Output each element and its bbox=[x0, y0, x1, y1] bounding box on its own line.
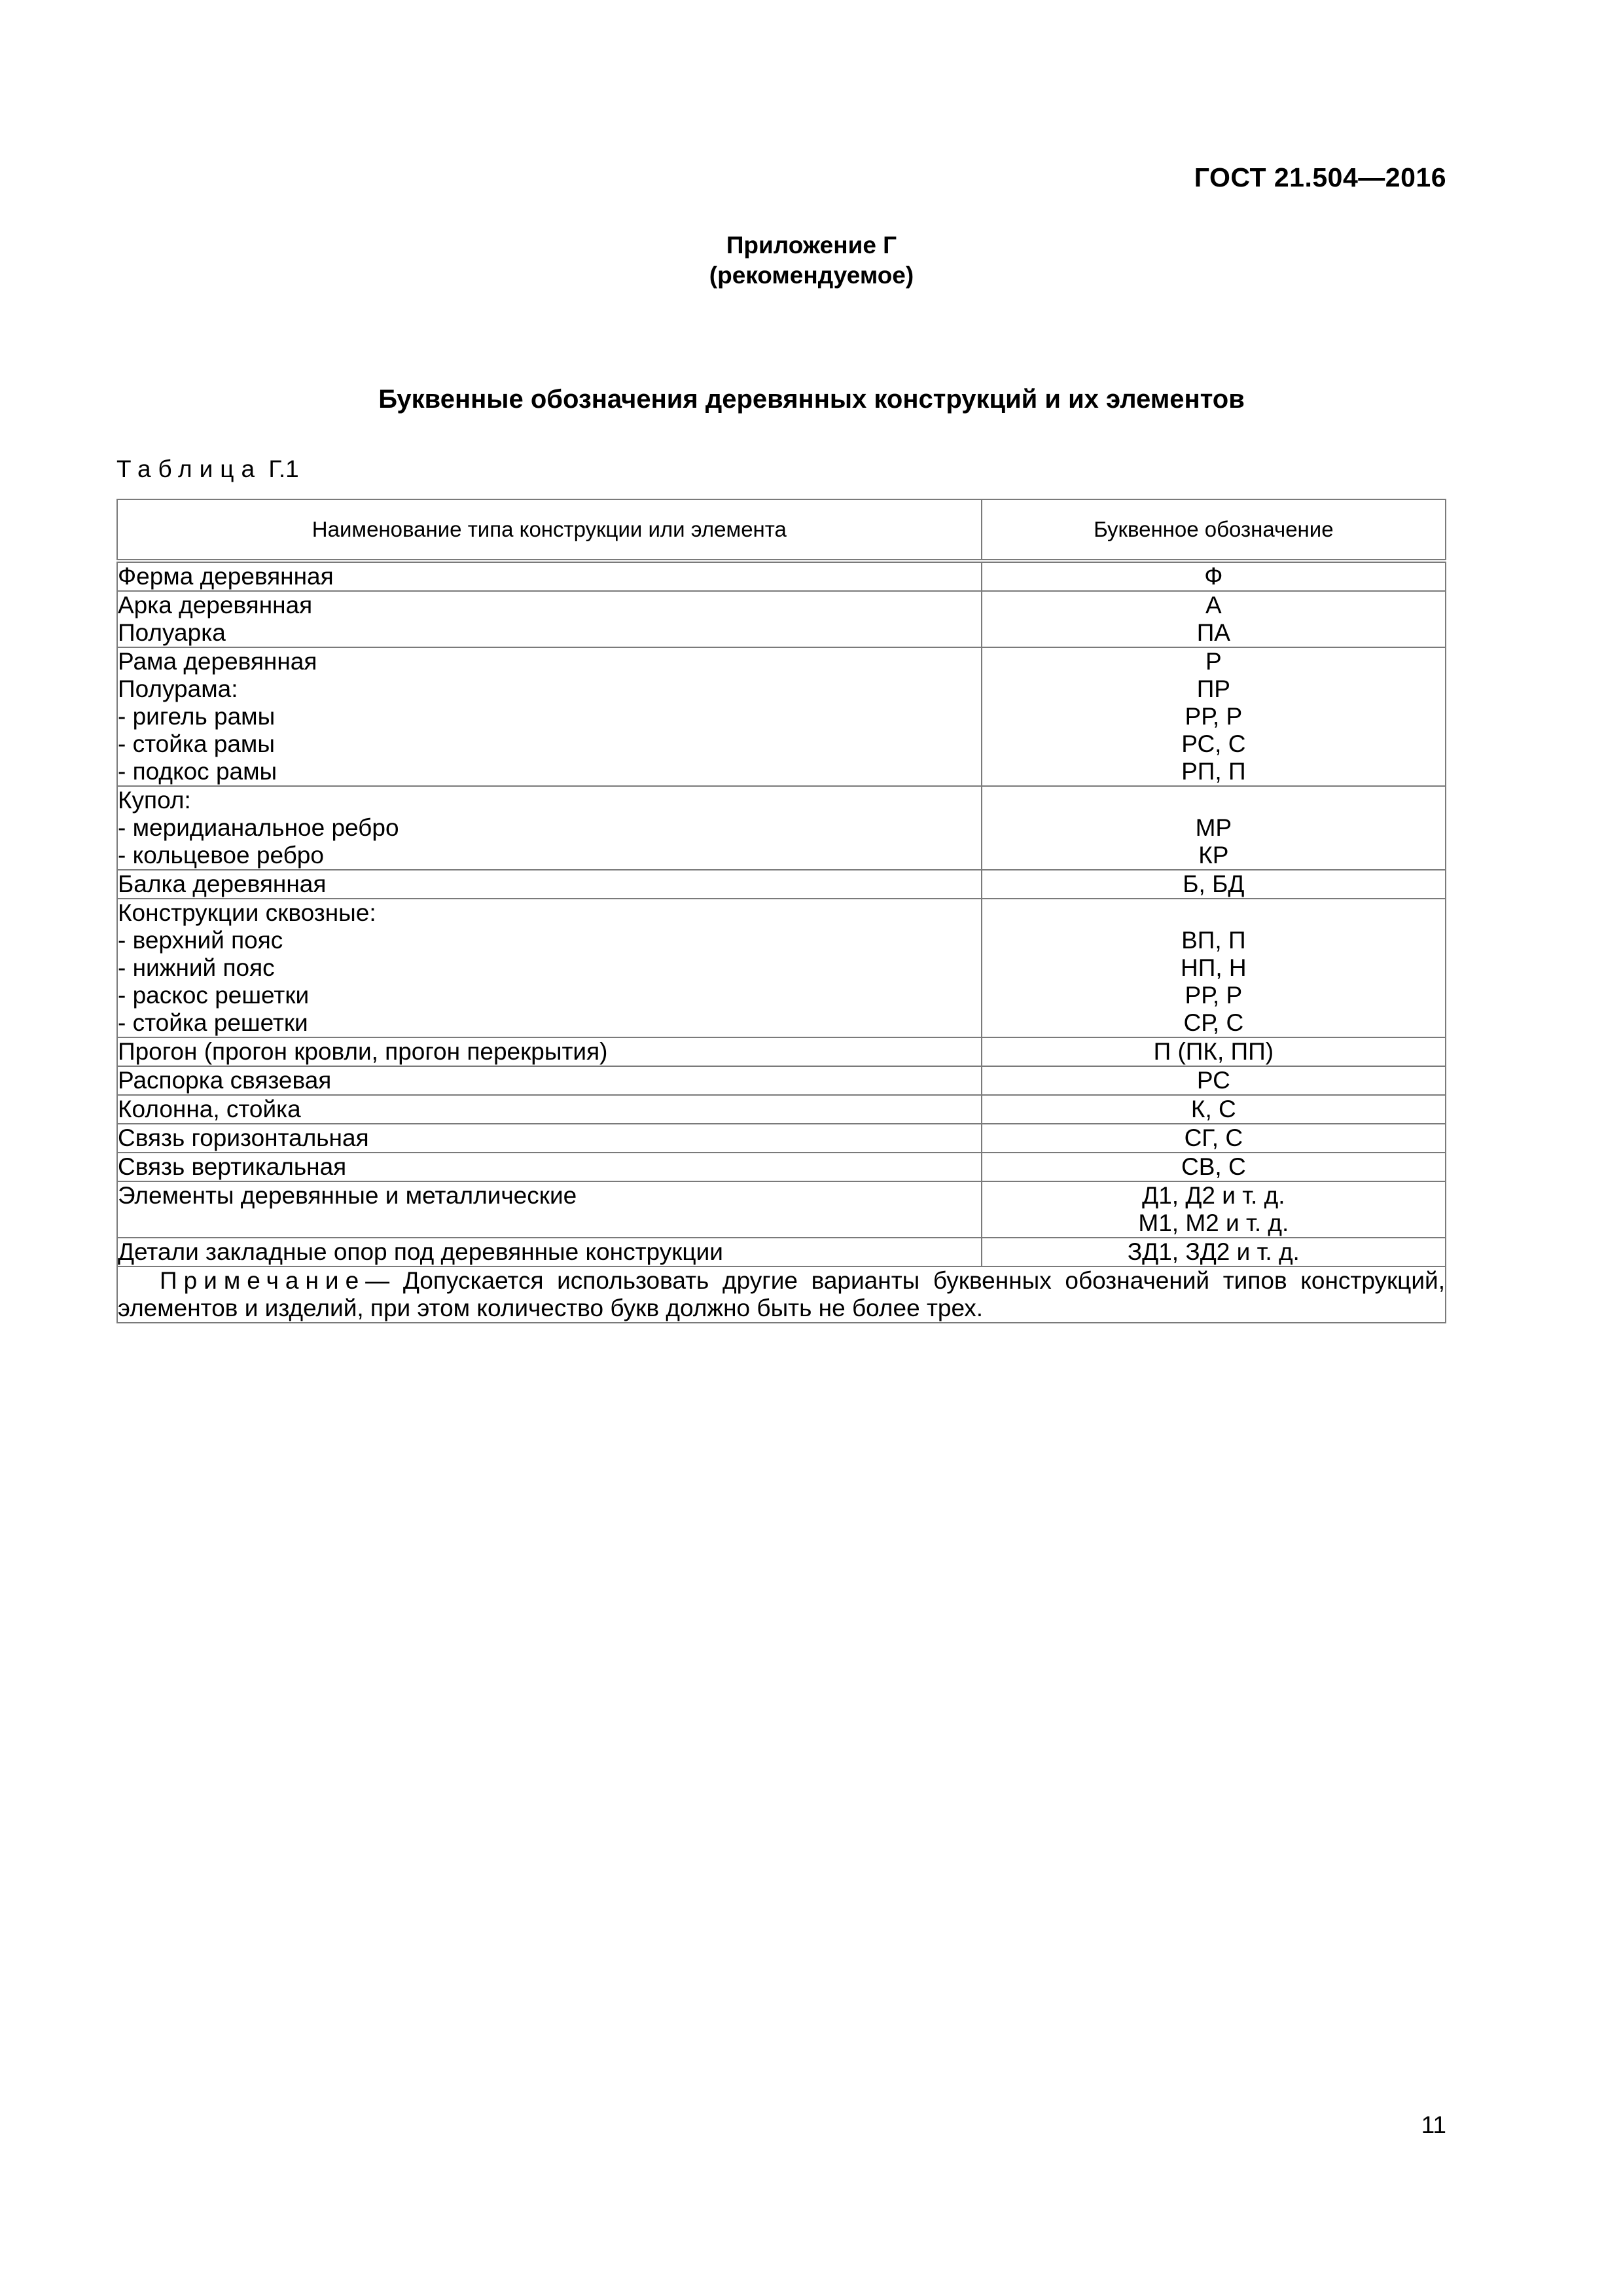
letter-code-line: Б, БД bbox=[1183, 870, 1245, 897]
letter-code-line: П (ПК, ПП) bbox=[1153, 1038, 1274, 1065]
construction-name-cell bbox=[117, 1037, 982, 1066]
table-row bbox=[117, 1181, 1446, 1238]
construction-name-cell bbox=[117, 1153, 982, 1181]
construction-name-cell bbox=[117, 1095, 982, 1124]
letter-code-line: ПР bbox=[1196, 675, 1230, 702]
appendix-heading bbox=[0, 230, 1623, 291]
letter-code-line: РР, Р bbox=[1185, 982, 1243, 1009]
page-number: 11 bbox=[1421, 2111, 1446, 2138]
construction-name-line: - стойка решетки bbox=[118, 1009, 308, 1036]
letter-code-cell bbox=[982, 1124, 1446, 1153]
construction-name-line: - раскос решетки bbox=[118, 982, 310, 1009]
appendix-title: Приложение Г bbox=[726, 232, 897, 259]
table-row bbox=[117, 1238, 1446, 1266]
letter-code-cell bbox=[982, 647, 1446, 786]
designations-table bbox=[116, 499, 1446, 1323]
letter-code-line: ПА bbox=[1196, 619, 1230, 646]
table-row bbox=[117, 786, 1446, 870]
letter-code-line: ВП, П bbox=[1181, 927, 1246, 954]
table-row bbox=[117, 899, 1446, 1037]
table-row bbox=[117, 591, 1446, 647]
letter-code-cell bbox=[982, 899, 1446, 1037]
letter-code-cell bbox=[982, 1153, 1446, 1181]
letter-code-line bbox=[982, 899, 1445, 927]
note-text: — Допускается использовать другие варианты буквенных обозначений типов конструкций, элементов и изделий, при этом количество букв должно быть не более трех. bbox=[118, 1267, 1445, 1321]
construction-name-cell bbox=[117, 1238, 982, 1266]
construction-name-line: Полурама: bbox=[118, 675, 238, 702]
construction-name-line: - меридианальное ребро bbox=[118, 814, 399, 841]
construction-name-line: Связь горизонтальная bbox=[118, 1124, 369, 1151]
letter-code-line: МР bbox=[1195, 814, 1232, 841]
letter-code-line: ЗД1, ЗД2 и т. д. bbox=[1127, 1238, 1300, 1265]
document-title: Буквенные обозначения деревянных конструкций и их элементов bbox=[378, 385, 1245, 414]
construction-name-line: - кольцевое ребро bbox=[118, 842, 324, 869]
letter-code-line: М1, М2 и т. д. bbox=[1138, 1210, 1289, 1236]
construction-name-cell bbox=[117, 647, 982, 786]
letter-code-line: Ф bbox=[1204, 563, 1223, 590]
letter-code-line: РП, П bbox=[1181, 758, 1246, 785]
construction-name-line: - ригель рамы bbox=[118, 703, 276, 730]
construction-name-line: Прогон (прогон кровли, прогон перекрытия) bbox=[118, 1038, 608, 1065]
table-note bbox=[117, 1266, 1446, 1323]
table-caption bbox=[116, 456, 299, 483]
construction-name-line: Полуарка bbox=[118, 619, 226, 646]
table-row bbox=[117, 1037, 1446, 1066]
letter-code-line: СР, С bbox=[1183, 1009, 1244, 1036]
table-row bbox=[117, 1095, 1446, 1124]
letter-code-line: Р bbox=[1205, 648, 1222, 675]
construction-name-cell bbox=[117, 561, 982, 591]
table-row bbox=[117, 647, 1446, 786]
letter-code-line: А bbox=[1205, 592, 1222, 619]
construction-name-cell bbox=[117, 899, 982, 1037]
construction-name-line: - нижний пояс bbox=[118, 954, 275, 981]
letter-code-cell bbox=[982, 870, 1446, 899]
letter-code-cell bbox=[982, 561, 1446, 591]
construction-name-line: Колонна, стойка bbox=[118, 1096, 301, 1122]
construction-name-line: Элементы деревянные и металлические bbox=[118, 1182, 577, 1209]
construction-name-line: - стойка рамы bbox=[118, 730, 275, 757]
header-name-column: Наименование типа конструкции или элемента bbox=[117, 499, 982, 561]
construction-name-cell bbox=[117, 786, 982, 870]
letter-code-cell bbox=[982, 591, 1446, 647]
letter-code-cell bbox=[982, 1181, 1446, 1238]
construction-name-line: Ферма деревянная bbox=[118, 563, 334, 590]
table-caption-word: Таблица bbox=[116, 456, 262, 482]
construction-name-line: Связь вертикальная bbox=[118, 1153, 347, 1180]
table-row bbox=[117, 561, 1446, 591]
letter-code-line bbox=[982, 787, 1445, 814]
construction-name-line: - верхний пояс bbox=[118, 927, 283, 954]
letter-code-line: РС bbox=[1196, 1067, 1230, 1094]
letter-code-line: НП, Н bbox=[1181, 954, 1247, 981]
construction-name-line: Купол: bbox=[118, 787, 191, 814]
letter-code-line: СГ, С bbox=[1184, 1124, 1243, 1151]
construction-name-line: Балка деревянная bbox=[118, 870, 327, 897]
table-row bbox=[117, 1066, 1446, 1095]
letter-code-cell bbox=[982, 1238, 1446, 1266]
letter-code-cell bbox=[982, 1037, 1446, 1066]
letter-code-line: КР bbox=[1198, 842, 1229, 869]
table-caption-number: Г.1 bbox=[268, 456, 299, 482]
table-note-row bbox=[117, 1266, 1446, 1323]
table-row bbox=[117, 1124, 1446, 1153]
table-body bbox=[117, 561, 1446, 1266]
construction-name-line: Детали закладные опор под деревянные конструкции bbox=[118, 1238, 723, 1265]
note-label: Примечание bbox=[160, 1267, 366, 1294]
table-row bbox=[117, 1153, 1446, 1181]
construction-name-line: Рама деревянная bbox=[118, 648, 317, 675]
letter-code-line: РР, Р bbox=[1185, 703, 1243, 730]
construction-name-cell bbox=[117, 870, 982, 899]
letter-code-cell bbox=[982, 1095, 1446, 1124]
construction-name-line: Конструкции сквозные: bbox=[118, 899, 376, 926]
letter-code-line: К, С bbox=[1190, 1096, 1236, 1122]
letter-code-line: Д1, Д2 и т. д. bbox=[1142, 1182, 1285, 1209]
letter-code-cell bbox=[982, 786, 1446, 870]
construction-name-cell bbox=[117, 1181, 982, 1238]
construction-name-cell bbox=[117, 1066, 982, 1095]
letter-code-cell bbox=[982, 1066, 1446, 1095]
construction-name-line: - подкос рамы bbox=[118, 758, 277, 785]
construction-name-line: Распорка связевая bbox=[118, 1067, 332, 1094]
header-code-column: Буквенное обозначение bbox=[982, 499, 1446, 561]
document-standard-code: ГОСТ 21.504—2016 bbox=[1194, 162, 1446, 192]
letter-code-line: СВ, С bbox=[1181, 1153, 1246, 1180]
appendix-status: (рекомендуемое) bbox=[709, 262, 914, 289]
construction-name-cell bbox=[117, 591, 982, 647]
construction-name-cell bbox=[117, 1124, 982, 1153]
construction-name-line: Арка деревянная bbox=[118, 592, 313, 619]
table-row bbox=[117, 870, 1446, 899]
letter-code-line: РС, С bbox=[1181, 730, 1246, 757]
table-header-row bbox=[117, 499, 1446, 561]
